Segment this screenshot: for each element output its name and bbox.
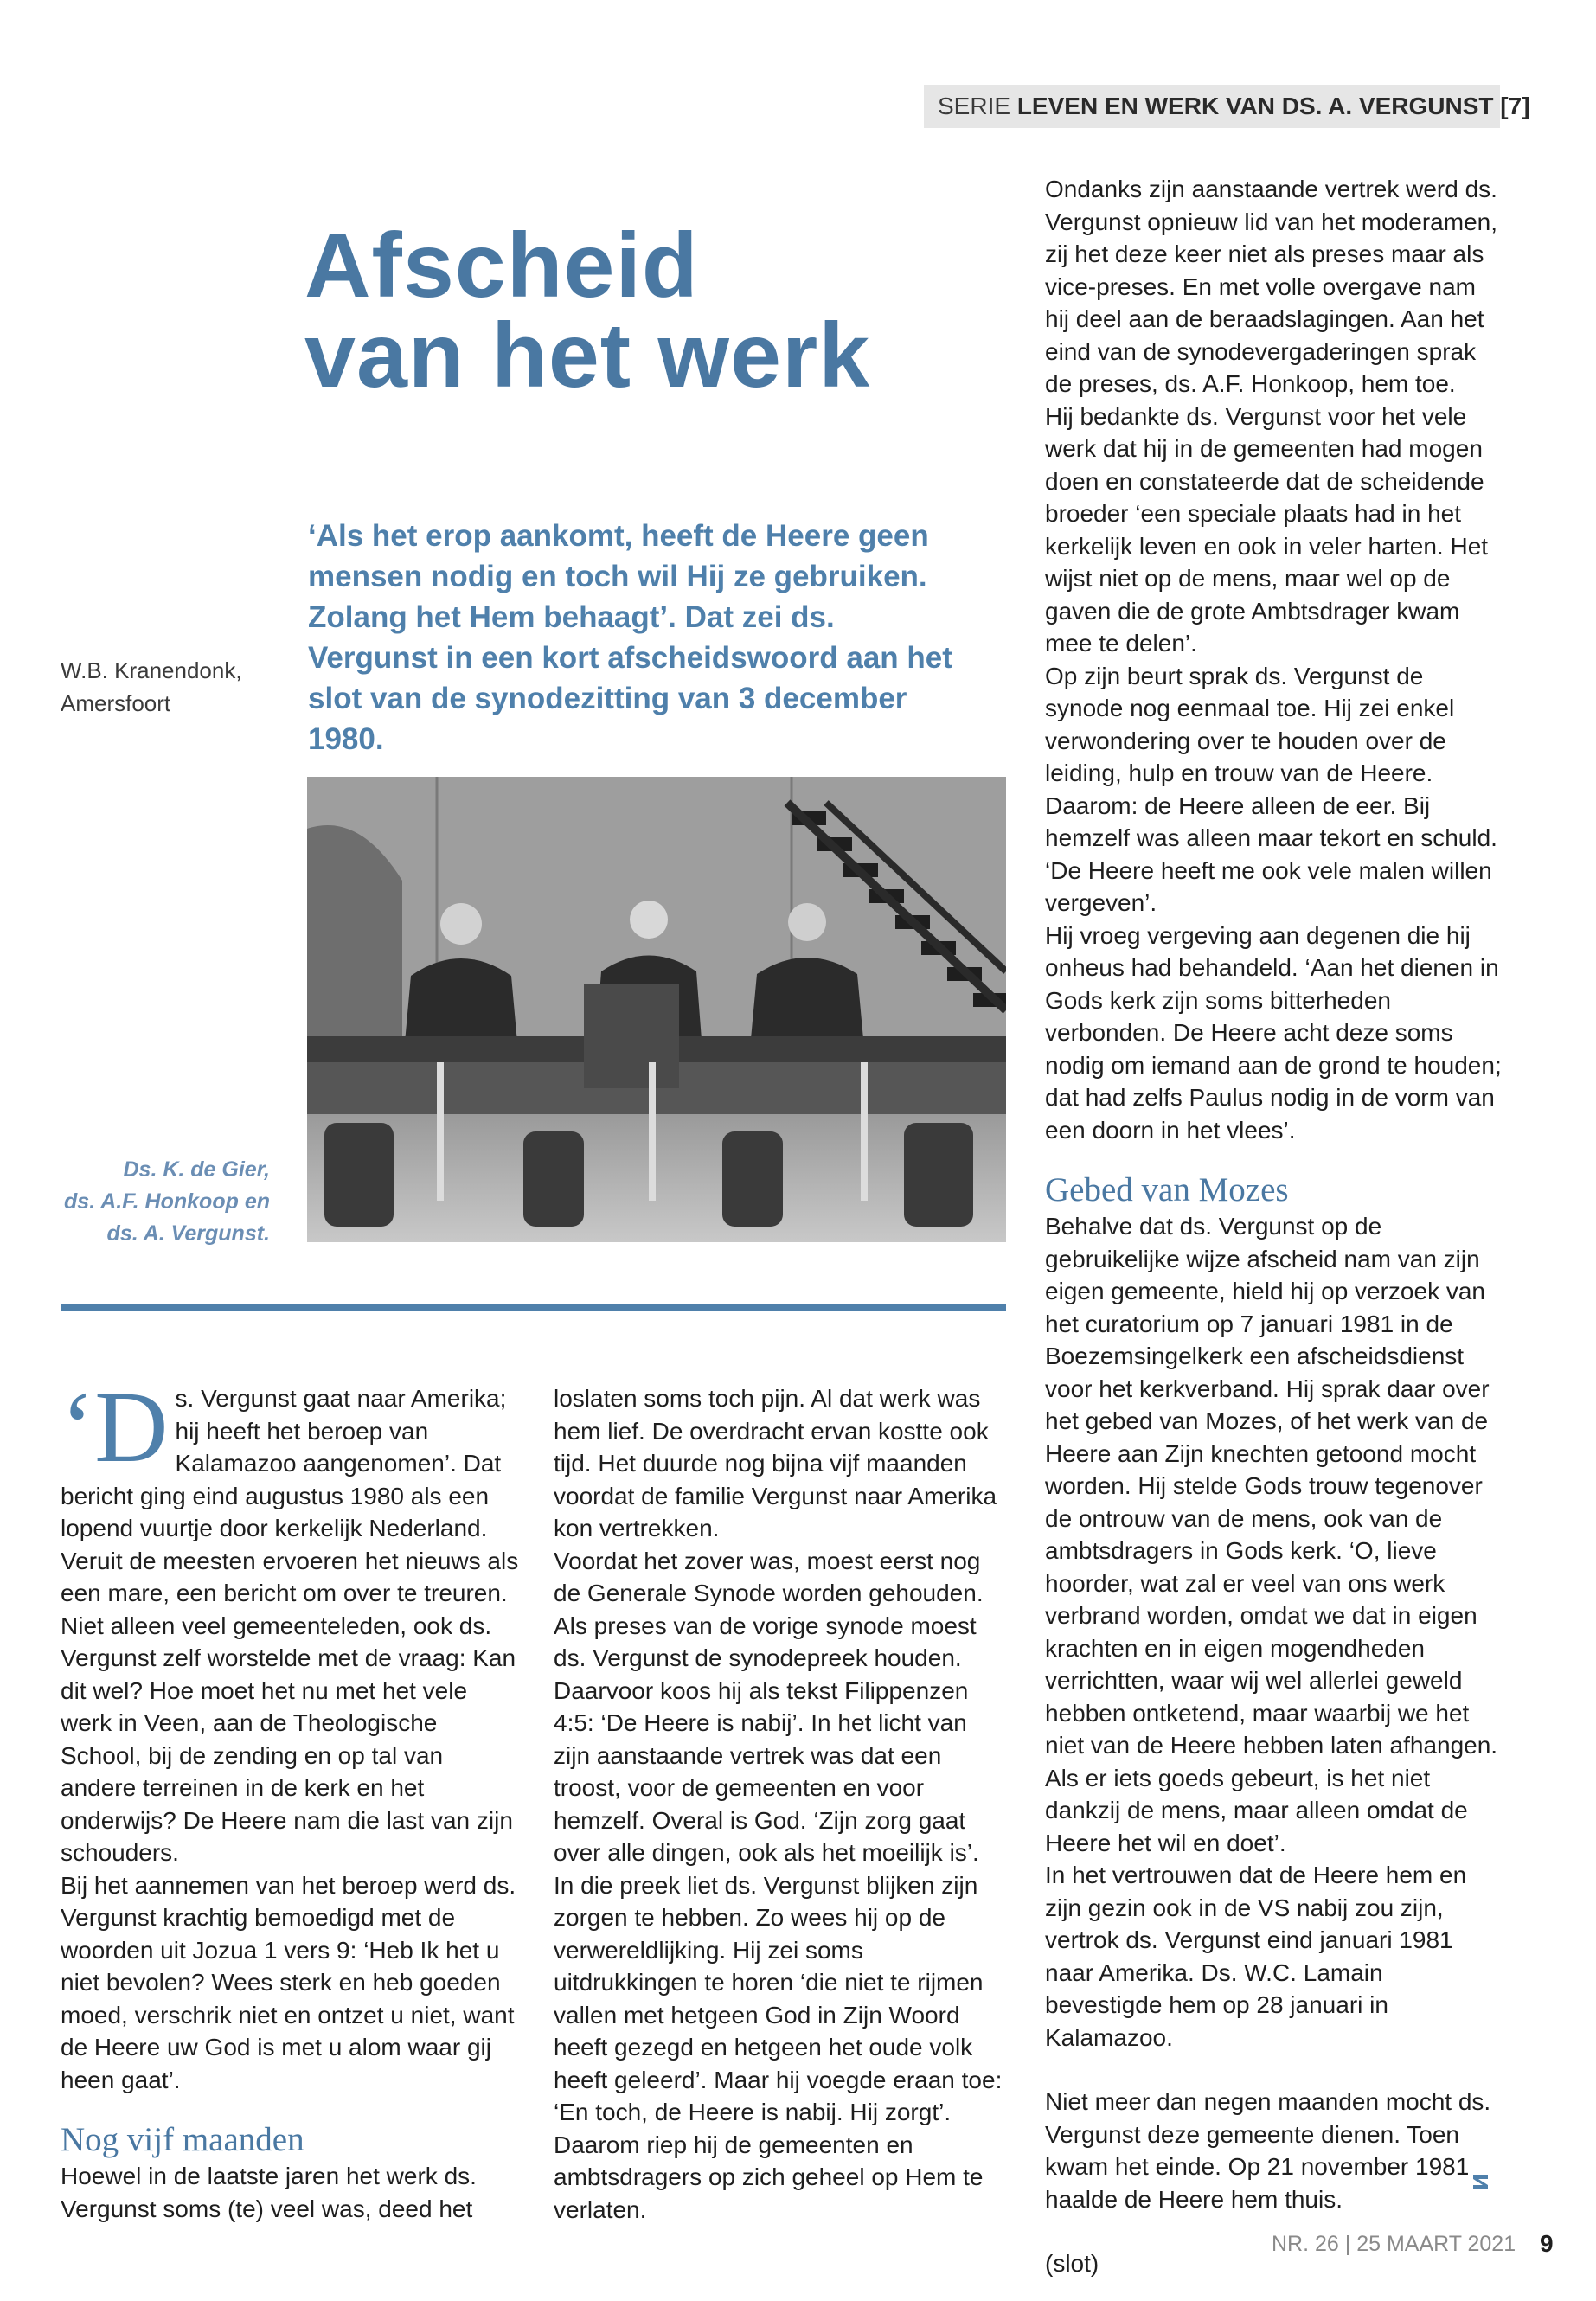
drop-cap: ‘D (61, 1370, 169, 1484)
body-paragraph: Op zijn beurt sprak ds. Vergunst de synode nog eenmaal toe. Hij zei enkel verwondering over te houden over de leiding, hulp en trouw van de Heere. Daarom: de Heere alleen de eer. Bij hemzelf was alleen maar tekort en schuld. ‘De Heere heeft me ook vele malen willen vergeven’. (1045, 662, 1497, 916)
caption-line-1: Ds. K. de Gier, (123, 1157, 270, 1182)
title-line-1: Afscheid (304, 215, 699, 317)
subheading: Gebed van Mozes (1045, 1171, 1289, 1208)
body-paragraph: Hij vroeg vergeving aan degenen die hij onheus had behandeld. ‘Aan het dienen in Gods kerk zijn soms bitterheden verbonden. De Heere acht deze soms nodig om iemand aan de grond te houden; dat had zelfs Paulus nodig in de vorm van een doorn in het vlees’. (1045, 921, 1502, 1144)
body-paragraph: loslaten soms toch pijn. Al dat werk was hem lief. De overdracht ervan kostte ook tijd. Het duurde nog bijna vijf maanden voordat de familie Vergunst naar Amerika kon vertrekken. (554, 1385, 997, 1541)
body-paragraph: Ondanks zijn aanstaande vertrek werd ds. Vergunst opnieuw lid van het moderamen, zij het deze keer niet als preses maar als vice-preses. En met volle overgave nam hij deel aan de beraadslagingen. Aan het eind van de synodevergaderingen sprak de preses, ds. A.F. Honkoop, hem toe. (1045, 176, 1497, 397)
author-name: W.B. Kranendonk, (61, 657, 242, 683)
body-column-1 (61, 1370, 519, 2225)
body-paragraph: Behalve dat ds. Vergunst op de gebruikelijke wijze afscheid nam van zijn eigen gemeente, hield hij op verzoek van het curatorium op 7 januari 1981 in de Boezemsingelkerk een afscheidsdienst voor het kerkverband. Hij sprak daar over het gebed van Mozes, of het werk van de Heere aan Zijn knechten getoond mocht worden. Hij stelde Gods trouw tegenover de ontrouw van de mens, ook van de ambtsdragers in Gods kerk. ‘O, lieve hoorder, wat zal er veel van ons werk verbrand worden, omdat we dat in eigen krachten en in eigen mogendheden verrichtten, waar wij wel allerlei geweld hebben ontketend, maar waarbij we het niet van de Heere hebben laten afhangen. Als er iets goeds gebeurt, is het niet dankzij de mens, maar alleen omdat de Heere het wil en doet’. (1045, 1213, 1498, 1856)
body-column-2 (554, 1382, 1008, 2226)
title-line-2: van het werk (304, 304, 871, 407)
caption-line-3: ds. A. Vergunst. (106, 1221, 270, 1246)
body-paragraph: Niet meer dan negen maanden mocht ds. Vergunst deze gemeente dienen. Toen kwam het einde. Op 21 november 1981 haalde de Heere hem thuis. (1045, 2088, 1491, 2213)
author-byline (61, 654, 268, 720)
body-paragraph: Bij het aannemen van het beroep werd ds. Vergunst krachtig bemoedigd met de woorden uit Jozua 1 vers 9: ‘Heb Ik het u niet bevolen? Wees sterk en heb goeden moed, verschrik niet en ontzet u niet, want de Heere uw God is met u alom waar gij heen gaat’. (61, 1871, 516, 2093)
author-place: Amersfoort (61, 690, 171, 716)
series-prefix: SERIE (938, 93, 1011, 119)
slot-note: (slot) (1045, 2250, 1099, 2277)
body-paragraph: Hoewel in de laatste jaren het werk ds. Vergunst soms (te) veel was, deed het (61, 2163, 477, 2222)
body-paragraph (61, 1370, 519, 1869)
photo-caption (52, 1154, 270, 1250)
body-paragraph: Voordat het zover was, moest eerst nog de Generale Synode worden gehouden. Als preses van de vorige synode moest ds. Vergunst de synodepreek houden. Daarvoor koos hij als tekst Filippenzen 4:5: ‘De Heere is nabij’. In het licht van zijn aanstaande vertrek was dat een troost, voor de gemeenten en voor hemzelf. Overal is God. ‘Zijn zorg gaat over alle dingen, ook als het moeilijk is’. (554, 1547, 984, 1866)
synod-photo (307, 777, 1006, 1242)
page-number: 9 (1540, 2230, 1554, 2257)
article-title (304, 215, 910, 407)
issue-info: NR. 26 | 25 MAART 2021 (1272, 2232, 1516, 2256)
subheading: Nog vijf maanden (61, 2121, 304, 2158)
body-paragraph: Hij bedankte ds. Vergunst voor het vele werk dat hij in de gemeenten had mogen doen en constateerde dat de scheidende broeder ‘een speciale plaats had in het kerkelijk leven en ook in veler harten. Het wijst niet op de mens, maar wel op de gaven die de grote Ambtsdrager kwam mee te delen’. (1045, 402, 1489, 657)
body-paragraph: In die preek liet ds. Vergunst blijken zijn zorgen te hebben. Zo wees hij op de verwereldlijking. Hij zei soms uitdrukkingen te horen ‘die niet te rijmen vallen met hetgeen God in Zijn Woord heeft gezegd en hetgeen het oude volk heeft geleerd’. Maar hij voegde eraan toe: ‘En toch, de Heere is nabij. Hij zorgt’. Daarom riep hij de gemeenten en ambtsdragers op zich geheel op Hem te verlaten. (554, 1871, 1003, 2223)
section-divider (61, 1304, 1006, 1311)
body-column-3 (1045, 173, 1516, 2280)
caption-line-2: ds. A.F. Honkoop en (64, 1189, 270, 1214)
end-mark-icon (1471, 2171, 1491, 2196)
body-paragraph: In het vertrouwen dat de Heere hem en zijn gezin ook in de VS nabij zou zijn, vertrok ds. Vergunst eind januari 1981 naar Amerika. Ds. W.C. Lamain bevestigde hem op 28 januari in Kalamazoo. (1045, 1862, 1467, 2051)
paragraph-text: s. Vergunst gaat naar Amerika; hij heeft het beroep van Kalamazoo aangenomen’. Dat bericht ging eind augustus 1980 als een lopend vuurtje door kerkelijk Nederland. Veruit de meesten ervoeren het nieuws als een mare, een bericht om over te treuren. Niet alleen veel gemeenteleden, ook ds. Vergunst zelf worstelde met de vraag: Kan dit wel? Hoe moet het nu met het vele werk in Veen, aan de Theologische School, bij de zending en op tal van andere terreinen in de kerk en het onderwijs? De Heere nam die last van zijn schouders. (61, 1385, 519, 1866)
series-header (924, 85, 1530, 128)
article-intro: ‘Als het erop aankomt, heeft de Heere geen mensen nodig en toch wil Hij ze gebruiken. Zolang het Hem behaagt’. Dat zei ds. Vergunst in een kort afscheidswoord aan het slot van de synodezitting van 3 december 1980. (308, 519, 952, 756)
series-title: LEVEN EN WERK VAN DS. A. VERGUNST [7] (1016, 93, 1530, 119)
